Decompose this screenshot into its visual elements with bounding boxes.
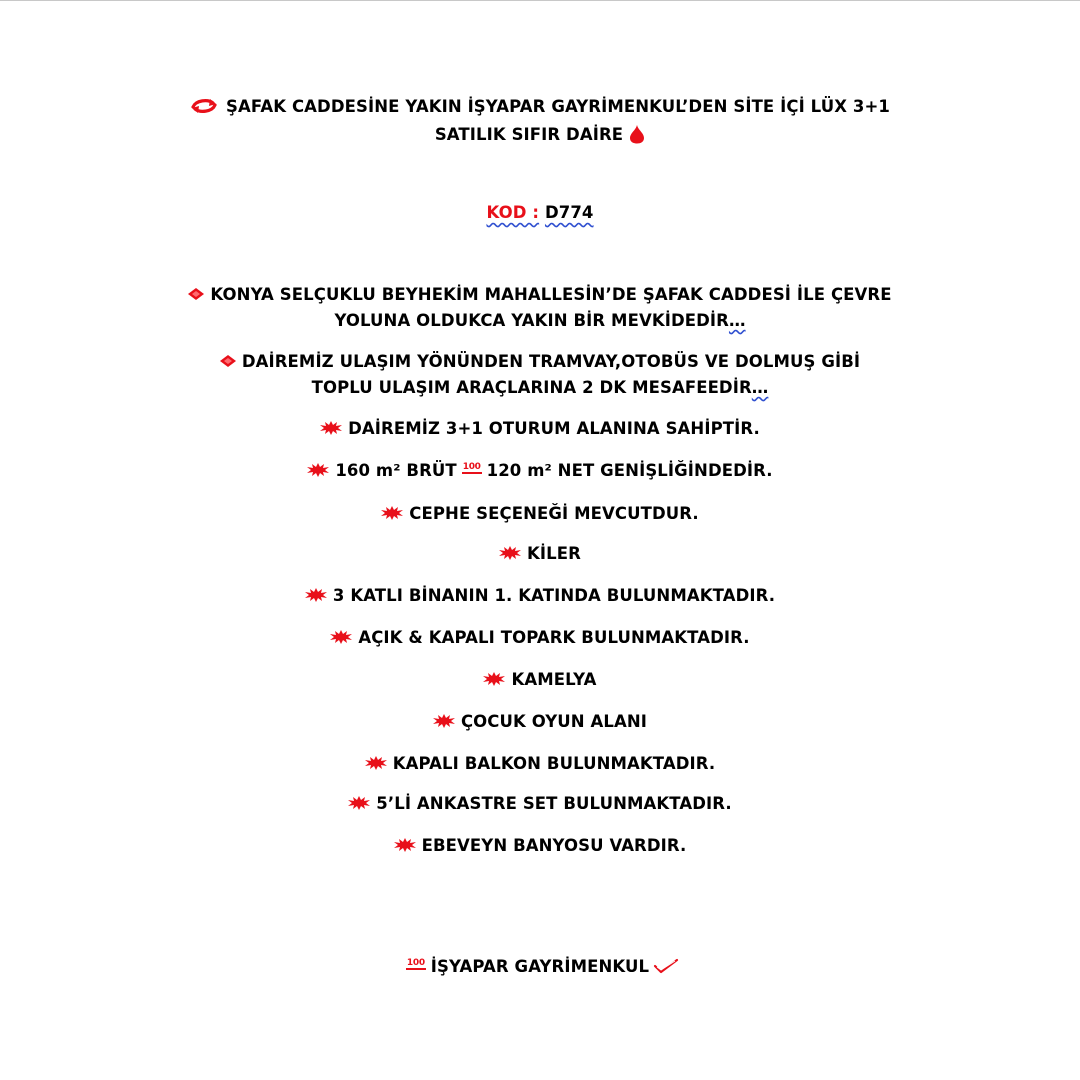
- signature-text: İŞYAPAR GAYRİMENKUL: [430, 957, 650, 976]
- red-diamond-icon: [188, 288, 204, 300]
- red-star-icon: [381, 506, 403, 520]
- drop-icon: [629, 124, 645, 144]
- location-1-text-1: KONYA SELÇUKLU BEYHEKİM MAHALLESİN’DE ŞAFAK CADDESİ İLE ÇEVRE: [210, 285, 892, 304]
- red-star-icon: [499, 546, 521, 560]
- red-star-icon: [433, 714, 455, 728]
- location-2-line-2: [0, 377, 1080, 399]
- signature-line: [0, 956, 1080, 978]
- title-text-1: ŞAFAK CADDESİNE YAKIN İŞYAPAR GAYRİMENKUL’DEN SİTE İÇİ LÜX 3+1: [226, 97, 890, 116]
- feature-line: [0, 418, 1080, 440]
- location-2-text-2: TOPLU ULAŞIM ARAÇLARINA 2 DK MESAFEEDİR: [311, 378, 752, 397]
- feature-text: ÇOCUK OYUN ALANI: [460, 712, 648, 731]
- code-label: KOD :: [486, 203, 540, 222]
- feature-line: [0, 627, 1080, 649]
- red-star-icon: [320, 421, 342, 435]
- red-star-icon: [365, 756, 387, 770]
- feature-line: [0, 543, 1080, 565]
- title-line-2: [0, 124, 1080, 146]
- red-star-icon: [348, 796, 370, 810]
- title-text-2: SATILIK SIFIR DAİRE: [434, 125, 624, 144]
- location-1-line-1: [0, 284, 1080, 306]
- red-star-icon: [330, 630, 352, 644]
- feature-text: CEPHE SEÇENEĞİ MEVCUTDUR.: [409, 504, 699, 523]
- ellipsis: …: [728, 311, 746, 330]
- feature-text: 5’Lİ ANKASTRE SET BULUNMAKTADIR.: [376, 794, 732, 813]
- ellipsis: …: [751, 378, 769, 397]
- feature-line: [0, 460, 1080, 482]
- red-diamond-icon: [220, 355, 236, 367]
- code-line: [0, 202, 1080, 224]
- check-mark-icon: [653, 958, 679, 974]
- feature-text: 3 KATLI BİNANIN 1. KATINDA BULUNMAKTADIR.: [332, 586, 776, 605]
- red-star-icon: [394, 838, 416, 852]
- feature-line: [0, 585, 1080, 607]
- red-star-icon: [307, 463, 329, 477]
- code-value: D774: [544, 203, 594, 222]
- feature-line: [0, 793, 1080, 815]
- feature-line: [0, 503, 1080, 525]
- location-1-line-2: [0, 310, 1080, 332]
- feature-text: KAMELYA: [511, 670, 597, 689]
- feature-line: [0, 835, 1080, 857]
- feature-text: KİLER: [527, 544, 581, 563]
- location-2-line-1: [0, 351, 1080, 373]
- location-2-text-1: DAİREMİZ ULAŞIM YÖNÜNDEN TRAMVAY,OTOBÜS VE DOLMUŞ GİBİ: [241, 352, 861, 371]
- title-line-1: [0, 96, 1080, 118]
- hundred-points-icon: 100: [462, 462, 481, 472]
- feature-line: [0, 669, 1080, 691]
- feature-text: KAPALI BALKON BULUNMAKTADIR.: [392, 754, 716, 773]
- counterclockwise-arrows-icon: [190, 99, 218, 113]
- feature-text: AÇIK & KAPALI TOPARK BULUNMAKTADIR.: [358, 628, 750, 647]
- red-star-icon: [305, 588, 327, 602]
- feature-line: [0, 753, 1080, 775]
- feature-text-after: 120 m² NET GENİŞLİĞİNDEDİR.: [486, 461, 773, 480]
- red-star-icon: [483, 672, 505, 686]
- location-1-text-2: YOLUNA OLDUKCA YAKIN BİR MEVKİDEDİR: [334, 311, 729, 330]
- feature-text: EBEVEYN BANYOSU VARDIR.: [421, 836, 687, 855]
- feature-text: DAİREMİZ 3+1 OTURUM ALANINA SAHİPTİR.: [348, 419, 760, 438]
- hundred-points-icon: 100: [406, 958, 425, 968]
- feature-line: [0, 711, 1080, 733]
- feature-text-before: 160 m² BRÜT: [335, 461, 457, 480]
